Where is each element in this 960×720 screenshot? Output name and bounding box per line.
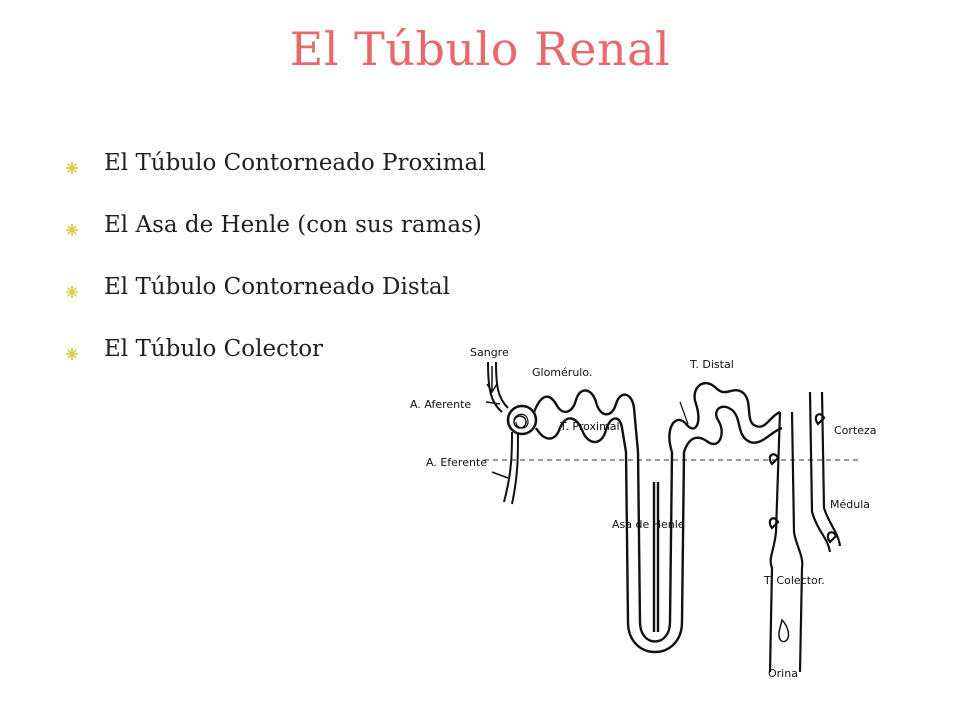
bullet-item: [66, 212, 486, 274]
eferente-label: A. Eferente: [426, 456, 488, 469]
bullet-text: El Túbulo Contorneado Proximal: [104, 150, 486, 176]
t-colector-label: T. Colector.: [764, 574, 825, 587]
asterisk-bullet-icon: [66, 336, 104, 364]
medula-label: Médula: [830, 498, 871, 511]
bullet-text: El Túbulo Colector: [104, 336, 324, 362]
glomerulus: [508, 406, 536, 434]
collecting-duct: [770, 392, 840, 672]
bullet-text: El Túbulo Contorneado Distal: [104, 274, 450, 300]
bullet-item: [66, 274, 486, 336]
page-title: El Túbulo Renal: [289, 22, 671, 76]
asterisk-bullet-icon: [66, 150, 104, 178]
asterisk-bullet-icon: [66, 212, 104, 240]
asterisk-bullet-icon: [66, 274, 104, 302]
sangre-label: Sangre: [470, 346, 509, 359]
aferente-label: A. Aferente: [410, 398, 472, 411]
corteza-label: Corteza: [834, 424, 877, 437]
asa-henle-label: Asa de Henle: [612, 518, 685, 531]
bullet-text: El Asa de Henle (con sus ramas): [104, 212, 482, 238]
glomerulo-label: Glomérulo.: [532, 366, 593, 379]
orina-label: Orina: [768, 667, 798, 680]
distal-tubule: [669, 383, 782, 452]
loop-of-henle: [626, 452, 684, 652]
bullet-item: [66, 150, 486, 212]
t-proximal-label: T. Proximal: [560, 420, 620, 433]
nephron-diagram: [400, 332, 920, 702]
t-distal-label: T. Distal: [690, 358, 734, 371]
